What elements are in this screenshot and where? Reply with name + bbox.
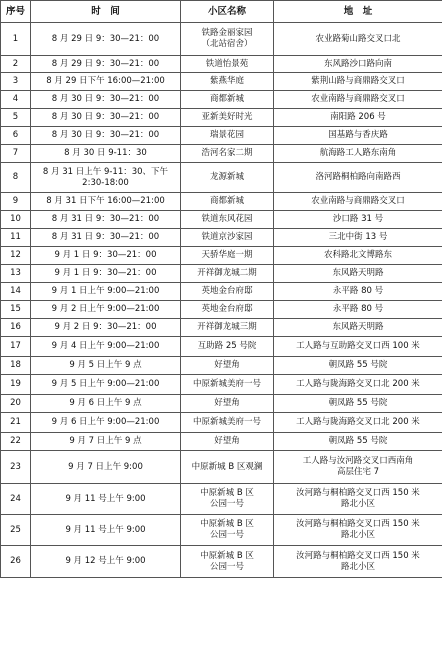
row-index: 6 (1, 127, 31, 145)
row-community: 铁道怡景苑 (181, 56, 274, 73)
row-index: 1 (1, 23, 31, 56)
row-index: 7 (1, 145, 31, 163)
table-row (1, 375, 442, 395)
table-row (1, 73, 442, 91)
row-index: 2 (1, 56, 31, 73)
row-index: 14 (1, 283, 31, 301)
row-time: 9 月 12 号上午 9:00 (31, 546, 181, 578)
row-community: 商都新城 (181, 193, 274, 211)
row-address: 东风路天明路 (274, 265, 442, 283)
row-address: 东风路沙口路向南 (274, 56, 442, 73)
row-time: 8 月 30 日 9：30—21：00 (31, 127, 181, 145)
row-time: 9 月 6 日上午 9 点 (31, 395, 181, 413)
row-time: 8 月 30 日 9：30—21：00 (31, 109, 181, 127)
table-header-row (1, 1, 442, 23)
row-time: 9 月 11 号上午 9:00 (31, 515, 181, 546)
row-index: 12 (1, 247, 31, 265)
row-community: 英地金台府邸 (181, 283, 274, 301)
table-row (1, 193, 442, 211)
row-address: 工人路与汝河路交叉口西南角 高层住宅 7 (274, 451, 442, 484)
row-index: 4 (1, 91, 31, 109)
row-time: 9 月 2 日上午 9:00—21:00 (31, 301, 181, 319)
row-index: 9 (1, 193, 31, 211)
row-index: 5 (1, 109, 31, 127)
row-community: 开祥御龙城二期 (181, 265, 274, 283)
row-time: 9 月 7 日上午 9 点 (31, 433, 181, 451)
row-community: 中原新城 B 区观澜 (181, 451, 274, 484)
row-address: 东风路天明路 (274, 319, 442, 337)
row-address: 农业南路与商鼎路交叉口 (274, 91, 442, 109)
row-address: 永平路 80 号 (274, 283, 442, 301)
row-address: 沙口路 31 号 (274, 211, 442, 229)
row-address: 三北中街 13 号 (274, 229, 442, 247)
table-row (1, 163, 442, 193)
row-community: 中原新城美府一号 (181, 375, 274, 395)
table-row (1, 413, 442, 433)
row-time: 9 月 1 日上午 9:00—21:00 (31, 283, 181, 301)
table-row (1, 484, 442, 515)
row-address: 工人路与陇海路交叉口北 200 米 (274, 375, 442, 395)
row-index: 20 (1, 395, 31, 413)
row-index: 21 (1, 413, 31, 433)
row-address: 永平路 80 号 (274, 301, 442, 319)
row-time: 8 月 31 日上午 9-11：30、下午 2:30-18:00 (31, 163, 181, 193)
table-row (1, 357, 442, 375)
row-address: 朝凤路 55 号院 (274, 395, 442, 413)
row-community: 亚新美好时光 (181, 109, 274, 127)
row-address: 汝河路与桐柏路交叉口西 150 米 路北小区 (274, 484, 442, 515)
row-time: 9 月 6 日上午 9:00—21:00 (31, 413, 181, 433)
row-address: 农业路菊山路交叉口北 (274, 23, 442, 56)
row-community: 天骄华庭一期 (181, 247, 274, 265)
row-time: 9 月 7 日上午 9:00 (31, 451, 181, 484)
table-row (1, 23, 442, 56)
row-address: 汝河路与桐柏路交叉口西 150 米 路北小区 (274, 546, 442, 578)
row-index: 16 (1, 319, 31, 337)
row-community: 开祥御龙城三期 (181, 319, 274, 337)
row-address: 农业南路与商鼎路交叉口 (274, 193, 442, 211)
row-time: 9 月 11 号上午 9:00 (31, 484, 181, 515)
row-community: 瑞景花园 (181, 127, 274, 145)
row-index: 8 (1, 163, 31, 193)
table-row (1, 433, 442, 451)
row-index: 10 (1, 211, 31, 229)
row-index: 19 (1, 375, 31, 395)
table-row (1, 109, 442, 127)
row-community: 互助路 25 号院 (181, 337, 274, 357)
table-row (1, 56, 442, 73)
row-time: 8 月 31 日下午 16:00—21:00 (31, 193, 181, 211)
row-time: 8 月 29 日 9：30—21：00 (31, 23, 181, 56)
row-address: 南阳路 206 号 (274, 109, 442, 127)
table-row (1, 451, 442, 484)
header-community: 小区名称 (181, 1, 274, 23)
row-time: 9 月 5 日上午 9 点 (31, 357, 181, 375)
row-community: 中原新城美府一号 (181, 413, 274, 433)
row-address: 工人路与互助路交叉口西 100 米 (274, 337, 442, 357)
row-address: 农科路北文博路东 (274, 247, 442, 265)
row-community: 好望角 (181, 433, 274, 451)
row-address: 汝河路与桐柏路交叉口西 150 米 路北小区 (274, 515, 442, 546)
row-community: 好望角 (181, 357, 274, 375)
table-row (1, 319, 442, 337)
table-row (1, 395, 442, 413)
table-row (1, 247, 442, 265)
row-community: 好望角 (181, 395, 274, 413)
table-row (1, 515, 442, 546)
row-time: 8 月 31 日 9：30—21：00 (31, 229, 181, 247)
row-community: 中原新城 B 区 公园一号 (181, 484, 274, 515)
row-address: 朝凤路 55 号院 (274, 433, 442, 451)
table-row (1, 145, 442, 163)
row-time: 9 月 5 日上午 9:00—21:00 (31, 375, 181, 395)
row-index: 23 (1, 451, 31, 484)
row-time: 9 月 2 日 9：30—21：00 (31, 319, 181, 337)
row-index: 22 (1, 433, 31, 451)
table-row (1, 546, 442, 578)
row-address: 朝凤路 55 号院 (274, 357, 442, 375)
row-community: 英地金台府邸 (181, 301, 274, 319)
table-row (1, 265, 442, 283)
row-address: 紫荆山路与商鼎路交叉口 (274, 73, 442, 91)
row-index: 3 (1, 73, 31, 91)
row-index: 25 (1, 515, 31, 546)
row-index: 17 (1, 337, 31, 357)
row-index: 11 (1, 229, 31, 247)
row-address: 洛河路桐柏路向南路西 (274, 163, 442, 193)
row-time: 8 月 31 日 9：30—21：00 (31, 211, 181, 229)
row-address: 工人路与陇海路交叉口北 200 米 (274, 413, 442, 433)
row-time: 9 月 1 日 9：30—21：00 (31, 265, 181, 283)
table-row (1, 229, 442, 247)
table-row (1, 127, 442, 145)
row-address: 国基路与香庆路 (274, 127, 442, 145)
row-community: 商都新城 (181, 91, 274, 109)
row-community: 铁道京沙家园 (181, 229, 274, 247)
row-community: 中原新城 B 区 公园一号 (181, 546, 274, 578)
table-row (1, 91, 442, 109)
row-index: 13 (1, 265, 31, 283)
row-time: 8 月 29 日 9：30—21：00 (31, 56, 181, 73)
row-community: 铁道东风花园 (181, 211, 274, 229)
header-time: 时 间 (31, 1, 181, 23)
row-address: 航海路工人路东南角 (274, 145, 442, 163)
row-index: 15 (1, 301, 31, 319)
table-row (1, 283, 442, 301)
row-index: 24 (1, 484, 31, 515)
row-time: 8 月 30 日 9：30—21：00 (31, 91, 181, 109)
row-index: 18 (1, 357, 31, 375)
row-index: 26 (1, 546, 31, 578)
table-row (1, 337, 442, 357)
row-community: 中原新城 B 区 公园一号 (181, 515, 274, 546)
row-time: 9 月 1 日 9：30—21：00 (31, 247, 181, 265)
table-row (1, 301, 442, 319)
row-community: 龙源新城 (181, 163, 274, 193)
row-time: 8 月 29 日下午 16:00—21:00 (31, 73, 181, 91)
row-community: 紫燕华庭 (181, 73, 274, 91)
row-time: 9 月 4 日上午 9:00—21:00 (31, 337, 181, 357)
row-community: 铁路金丽家园 （北站宿舍） (181, 23, 274, 56)
header-address: 地 址 (274, 1, 442, 23)
row-time: 8 月 30 日 9-11：30 (31, 145, 181, 163)
header-index: 序号 (1, 1, 31, 23)
table-row (1, 211, 442, 229)
row-community: 浩河名家二期 (181, 145, 274, 163)
